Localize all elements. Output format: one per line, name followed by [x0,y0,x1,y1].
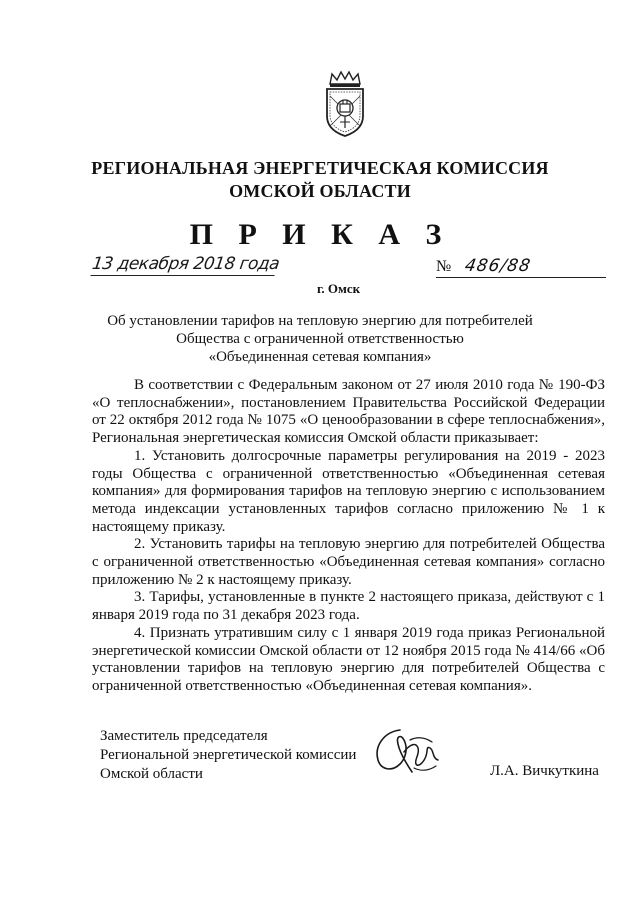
signer-name: Л.А. Вичкуткина [490,763,599,779]
position-line-2: Региональной энергетической комиссии [100,747,357,763]
subject-line-2: Общества с ограниченной ответственностью [176,331,464,347]
handwritten-signature-icon [370,722,444,782]
subject-line-1: Об установлении тарифов на тепловую энергию для потребителей [107,313,533,329]
order-item-4: 4. Признать утратившим силу с 1 января 2019 года приказ Региональной энергетической комиссии Омской области от 12 ноября 2015 года № 414/66 «Об установлении тарифов на тепловую энергию для потребителей Общества с ограниченной ответственностью «Объединенная сетевая компания». [92,624,605,694]
order-body [92,377,605,696]
signatory-position [100,727,356,784]
number-sign: № [436,258,452,275]
document-type-title: П Р И К А З [189,218,451,251]
coat-of-arms-icon [322,70,368,138]
handwritten-date: 13 декабря 2018 года [90,254,281,274]
organization-name-line1: РЕГИОНАЛЬНАЯ ЭНЕРГЕТИЧЕСКАЯ КОМИССИЯ [91,158,549,178]
order-item-3: 3. Тарифы, установленные в пункте 2 настоящего приказа, действуют с 1 января 2019 года по 31 декабря 2023 года. [92,589,605,624]
order-item-2: 2. Установить тарифы на тепловую энергию для потребителей Общества с ограниченной ответственностью «Объединенная сетевая компания» согласно приложению № 2 к настоящему приказу. [92,536,605,588]
preamble-paragraph: В соответствии с Федеральным законом от 27 июля 2010 года № 190-ФЗ «О теплоснабжении», постановлением Правительства Российской Федерации от 22 октября 2012 года № 1075 «О ценообразовании в сфере теплоснабжения», Региональная энергетическая комиссия Омской области приказывает: [92,377,605,447]
city-label: г. Омск [317,281,361,296]
order-item-1: 1. Установить долгосрочные параметры регулирования на 2019 - 2023 годы Общества с ограниченной ответственностью «Объединенная сетевая компания» для формирования тарифов на тепловую энергию с использованием метода индексации установленных тарифов согласно приложению № 1 к настоящему приказу. [92,447,605,535]
order-number-field [436,256,606,278]
document-subject [0,312,640,366]
subject-line-3: «Объединенная сетевая компания» [208,349,432,365]
position-line-3: Омской области [100,766,203,782]
handwritten-order-number: 486/88 [463,256,533,276]
organization-name-line2: ОМСКОЙ ОБЛАСТИ [229,181,411,201]
position-line-1: Заместитель председателя [100,728,268,744]
